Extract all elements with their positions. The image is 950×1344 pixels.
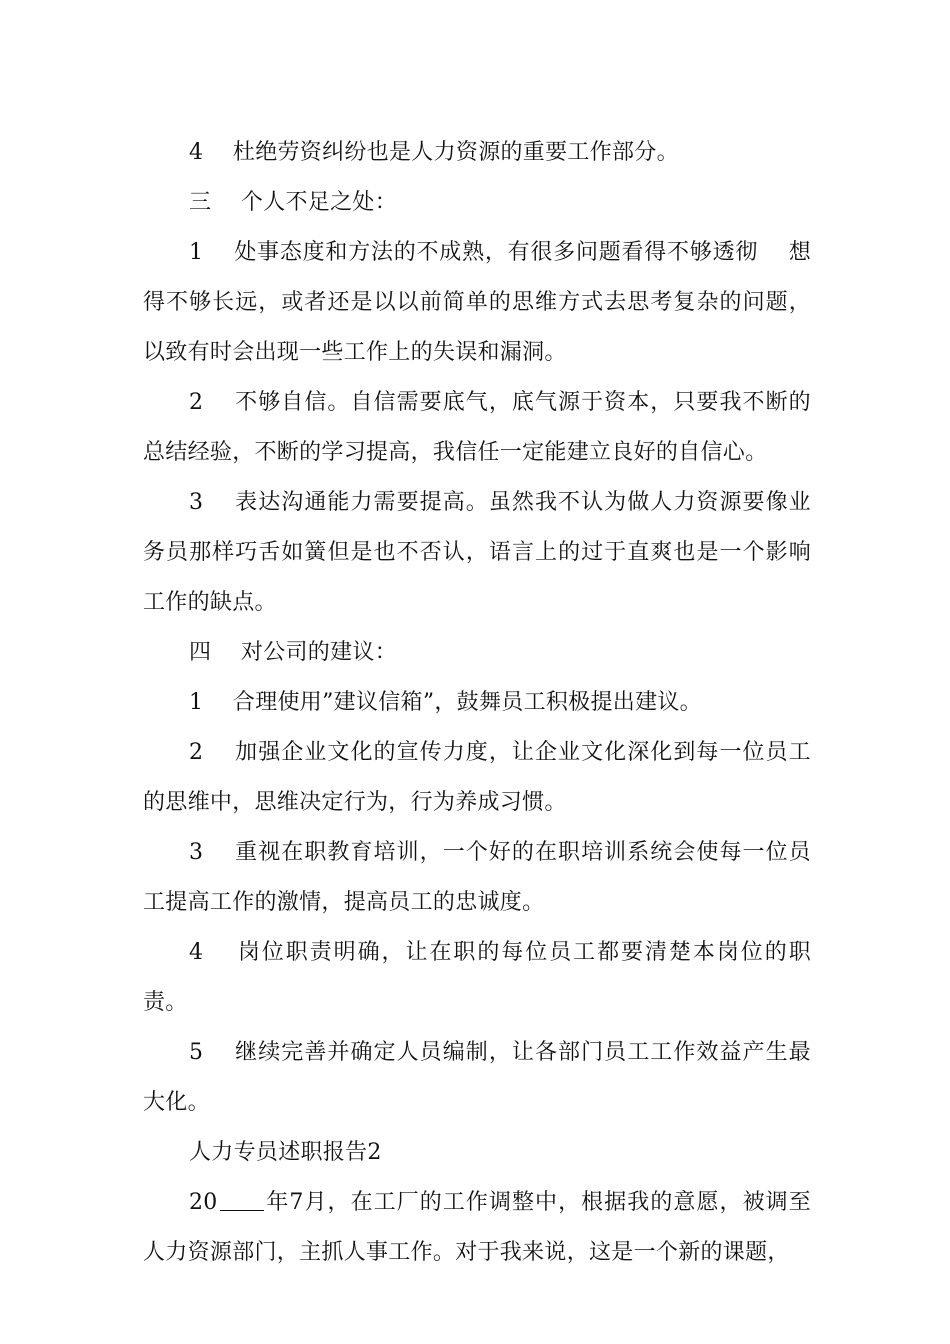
document-body — [143, 128, 811, 1278]
intro-text: 年7月，在工厂的工作调整中，根据我的意愿，被调至人力资源部门，主抓人事工作。对于我来说，这是一个新的课题， — [143, 1190, 811, 1265]
paragraph-suggestion-1: 1 合理使用”建议信箱”，鼓舞员工积极提出建议。 — [189, 690, 702, 715]
paragraph-suggestion-4: 4 岗位职责明确，让在职的每位员工都要清楚本岗位的职责。 — [143, 940, 811, 1015]
paragraph-shortcoming-3: 3 表达沟通能力需要提高。虽然我不认为做人力资源要像业务员那样巧舌如簧但是也不否认，语言上的过于直爽也是一个影响工作的缺点。 — [143, 490, 811, 615]
blank-underline — [220, 1190, 264, 1211]
paragraph-suggestion-2: 2 加强企业文化的宣传力度，让企业文化深化到每一位员工的思维中，思维决定行为，行为养成习惯。 — [143, 740, 811, 815]
paragraph-shortcoming-1: 1 处事态度和方法的不成熟，有很多问题看得不够透彻 想得不够长远，或者还是以以前简单的思维方式去思考复杂的问题，以致有时会出现一些工作上的失误和漏洞。 — [143, 240, 811, 365]
year-prefix: 20 — [189, 1190, 218, 1215]
paragraph-suggestion-3: 3 重视在职教育培训，一个好的在职培训系统会使每一位员工提高工作的激情，提高员工的忠诚度。 — [143, 840, 811, 915]
paragraph-report-2-intro — [143, 1178, 811, 1278]
paragraph-suggestion-5: 5 继续完善并确定人员编制，让各部门员工工作效益产生最大化。 — [143, 1040, 811, 1115]
paragraph-shortcoming-2: 2 不够自信。自信需要底气，底气源于资本，只要我不断的总结经验，不断的学习提高，我信任一定能建立良好的自信心。 — [143, 390, 811, 465]
section-heading-shortcomings: 三 个人不足之处： — [189, 190, 397, 215]
report-title-2: 人力专员述职报告2 — [189, 1140, 382, 1165]
section-heading-suggestions: 四 对公司的建议： — [189, 640, 397, 665]
paragraph-labor-disputes: 4 杜绝劳资纠纷也是人力资源的重要工作部分。 — [189, 140, 679, 165]
